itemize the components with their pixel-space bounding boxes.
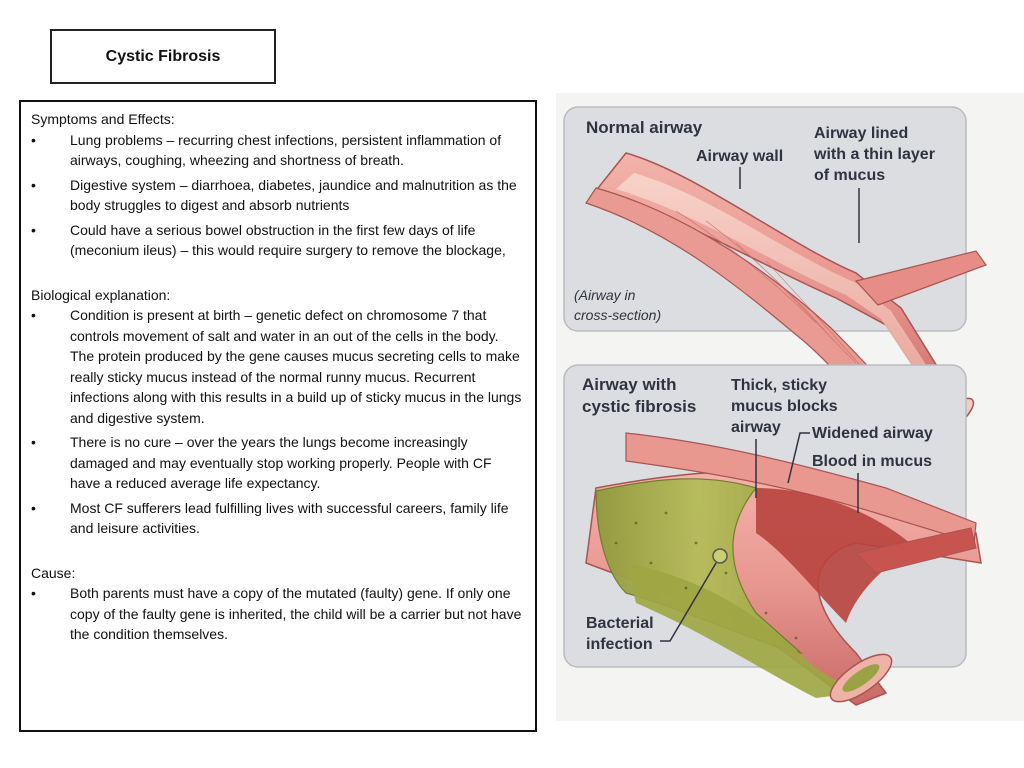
list-item: • Most CF sufferers lead fulfilling lives with successful careers, family life and leisure activities. — [31, 498, 523, 539]
cross-section-label-2: cross-section) — [574, 307, 662, 323]
mucus-layer-label-1: Airway lined — [814, 125, 909, 142]
thick-mucus-label-3: airway — [731, 419, 781, 436]
slide-title: Cystic Fibrosis — [50, 29, 276, 84]
bacterial-infection-label-1: Bacterial — [586, 615, 654, 632]
blood-in-mucus-label: Blood in mucus — [812, 453, 932, 470]
cross-section-label-1: (Airway in — [574, 287, 636, 303]
biological-list — [31, 305, 523, 539]
list-item: • Lung problems – recurring chest infections, persistent inflammation of airways, coughing, wheezing and shortness of breath. — [31, 130, 523, 171]
list-item: • Condition is present at birth – genetic defect on chromosome 7 that controls movement of salt and water in an out of the cells in the body. The protein produced by the gene causes mucus secreting cells to make really sticky mucus instead of the normal runny mucus. Recurrent infections along with this results in a build up of sticky mucus in the lungs and digestive system. — [31, 305, 523, 428]
bacterial-infection-label-2: infection — [586, 636, 653, 653]
biological-heading: Biological explanation: — [31, 286, 171, 303]
mucus-layer-label-3: of mucus — [814, 167, 886, 184]
thick-mucus-label-1: Thick, sticky — [731, 377, 828, 394]
cause-list — [31, 583, 523, 645]
mucus-layer-label-2: with a thin layer — [814, 146, 935, 163]
cf-airway-heading-1: Airway with — [582, 375, 677, 394]
list-item: • Digestive system – diarrhoea, diabetes, jaundice and malnutrition as the body struggles to digest and absorb nutrients — [31, 175, 523, 216]
normal-airway-heading: Normal airway — [586, 118, 703, 137]
symptoms-list — [31, 130, 523, 261]
list-item: • Both parents must have a copy of the mutated (faulty) gene. If only one copy of the faulty gene is inherited, the child will be a carrier but not have the condition themselves. — [31, 583, 523, 645]
airway-wall-label: Airway wall — [696, 148, 784, 165]
list-item: • Could have a serious bowel obstruction in the first few days of life (meconium ileus) – this would require surgery to remove the blockage, — [31, 220, 523, 261]
symptoms-heading: Symptoms and Effects: — [31, 111, 175, 127]
text-content-box — [19, 100, 537, 732]
cf-airway-heading-2: cystic fibrosis — [582, 397, 697, 416]
airway-diagram — [556, 93, 1024, 721]
cause-heading: Cause: — [31, 564, 76, 581]
widened-airway-label: Widened airway — [812, 425, 933, 442]
thick-mucus-label-2: mucus blocks — [731, 398, 838, 415]
list-item: • There is no cure – over the years the lungs become increasingly damaged and may eventually stop working properly. People with CF have a reduced average life expectancy. — [31, 432, 523, 494]
